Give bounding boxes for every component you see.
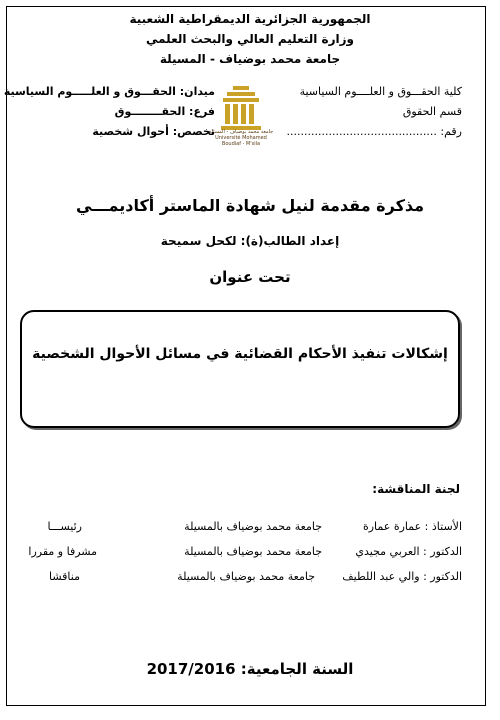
branch-name: فرع: الحقــــــــوق xyxy=(114,105,215,118)
thesis-title-box xyxy=(20,310,460,428)
member-1-name: الأستاذ : عمارة عمارة xyxy=(362,520,462,533)
department-name: قسم الحقوق xyxy=(402,105,462,118)
under-title-label: تحت عنوان xyxy=(209,268,291,286)
field-name: ميدان: الحقـــوق و العلـــــوم السياسية xyxy=(3,85,215,98)
ministry-name: وزارة التعليم العالي والبحث العلمي xyxy=(145,32,355,46)
logo-caption: جامعة محمد بوضياف - المسيلة Université Mohamed Boudiaf - M'sila xyxy=(208,129,274,147)
member-1-role: رئيســـا xyxy=(47,520,82,533)
specialty-name: تخصص: أحوال شخصية xyxy=(92,125,215,138)
faculty-name: كلية الحقـــوق و العلــــوم السياسية xyxy=(299,85,462,98)
member-3-university: جامعة محمد بوضياف بالمسيلة xyxy=(177,570,315,583)
member-2-role: مشرفا و مقررا xyxy=(28,545,97,558)
university-name: جامعة محمد بوضياف - المسيلة xyxy=(159,52,341,66)
republic-name: الجمهورية الجزائرية الديمقراطية الشعبية xyxy=(129,12,371,26)
number-field: رقم: ........................................... xyxy=(286,125,462,138)
thesis-title: إشكالات تنفيذ الأحكام القضائية في مسائل الأحوال الشخصية xyxy=(32,346,448,362)
member-2-name: الدكتور : العربي مجيدي xyxy=(355,545,462,558)
member-1-university: جامعة محمد بوضياف بالمسيلة xyxy=(184,520,322,533)
thesis-purpose: مذكرة مقدمة لنيل شهادة الماستر أكاديمـــي xyxy=(75,196,425,215)
member-2-university: جامعة محمد بوضياف بالمسيلة xyxy=(184,545,322,558)
committee-heading: لجنة المناقشة: xyxy=(372,482,460,496)
academic-year: السنة الجامعية: 2017/2016 xyxy=(146,660,354,678)
student-name: إعداد الطالب(ة): لكحل سميحة xyxy=(160,234,340,248)
member-3-role: مناقشا xyxy=(49,570,80,583)
member-3-name: الدكتور : والي عبد اللطيف xyxy=(342,570,462,583)
